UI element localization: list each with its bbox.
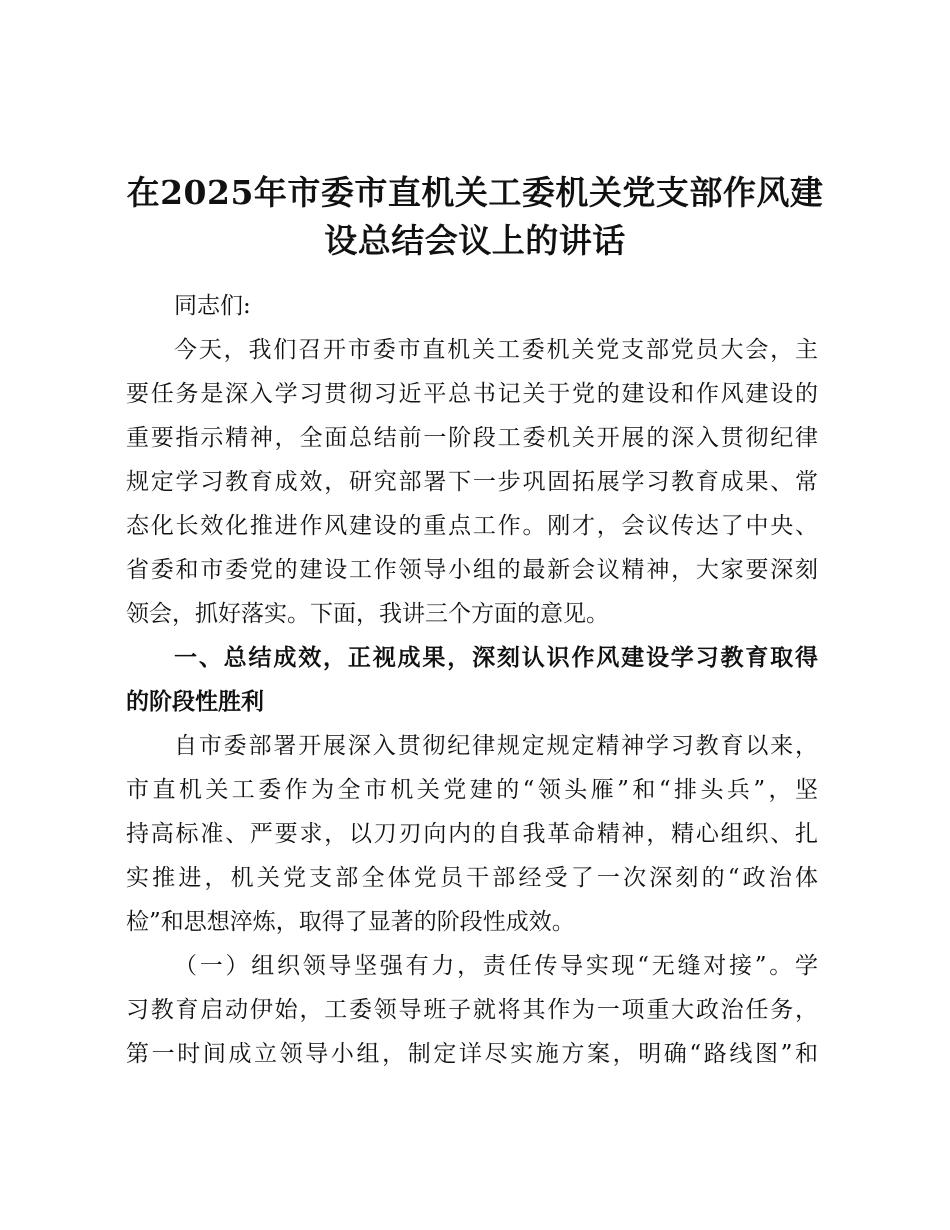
document-title-line-2: 设总结会议上的讲话 xyxy=(324,221,626,260)
paragraph-2-line-3: 持高标准、严要求，以刀刃向内的自我革命精神，精心组织、扎 xyxy=(126,821,818,847)
paragraph-1-line-1: 今天，我们召开市委市直机关工委机关党支部党员大会，主 xyxy=(174,337,818,363)
section-heading-1-line-2: 的阶段性胜利 xyxy=(126,689,264,715)
paragraph-1-line-4: 规定学习教育成效，研究部署下一步巩固拓展学习教育成果、常 xyxy=(126,469,818,495)
paragraph-2-line-5: 检”和思想淬炼，取得了显著的阶段性成效。 xyxy=(126,909,575,935)
paragraph-3-line-3: 第一时间成立领导小组，制定详尽实施方案，明确“路线图”和 xyxy=(126,1041,818,1067)
paragraph-3-line-1: （一）组织领导坚强有力，责任传导实现“无缝对接”。学 xyxy=(174,953,818,979)
document-title-line-1: 在2025年市委市直机关工委机关党支部作风建 xyxy=(126,173,824,212)
paragraph-3-line-2: 习教育启动伊始，工委领导班子就将其作为一项重大政治任务， xyxy=(126,997,818,1023)
salutation: 同志们: xyxy=(174,293,251,319)
section-heading-1-line-1: 一、总结成效，正视成果，深刻认识作风建设学习教育取得 xyxy=(174,645,818,671)
paragraph-1-line-2: 要任务是深入学习贯彻习近平总书记关于党的建设和作风建设的 xyxy=(126,381,818,407)
paragraph-1-line-5: 态化长效化推进作风建设的重点工作。刚才，会议传达了中央、 xyxy=(126,513,818,539)
paragraph-2-line-2: 市直机关工委作为全市机关党建的“领头雁”和“排头兵”，坚 xyxy=(126,777,818,803)
paragraph-1-line-7: 领会，抓好落实。下面，我讲三个方面的意见。 xyxy=(126,601,609,627)
paragraph-1-line-3: 重要指示精神，全面总结前一阶段工委机关开展的深入贯彻纪律 xyxy=(126,425,818,451)
paragraph-2-line-1: 自市委部署开展深入贯彻纪律规定规定精神学习教育以来， xyxy=(174,733,818,759)
paragraph-2-line-4: 实推进，机关党支部全体党员干部经受了一次深刻的“政治体 xyxy=(126,865,818,891)
paragraph-1-line-6: 省委和市委党的建设工作领导小组的最新会议精神，大家要深刻 xyxy=(126,557,818,583)
